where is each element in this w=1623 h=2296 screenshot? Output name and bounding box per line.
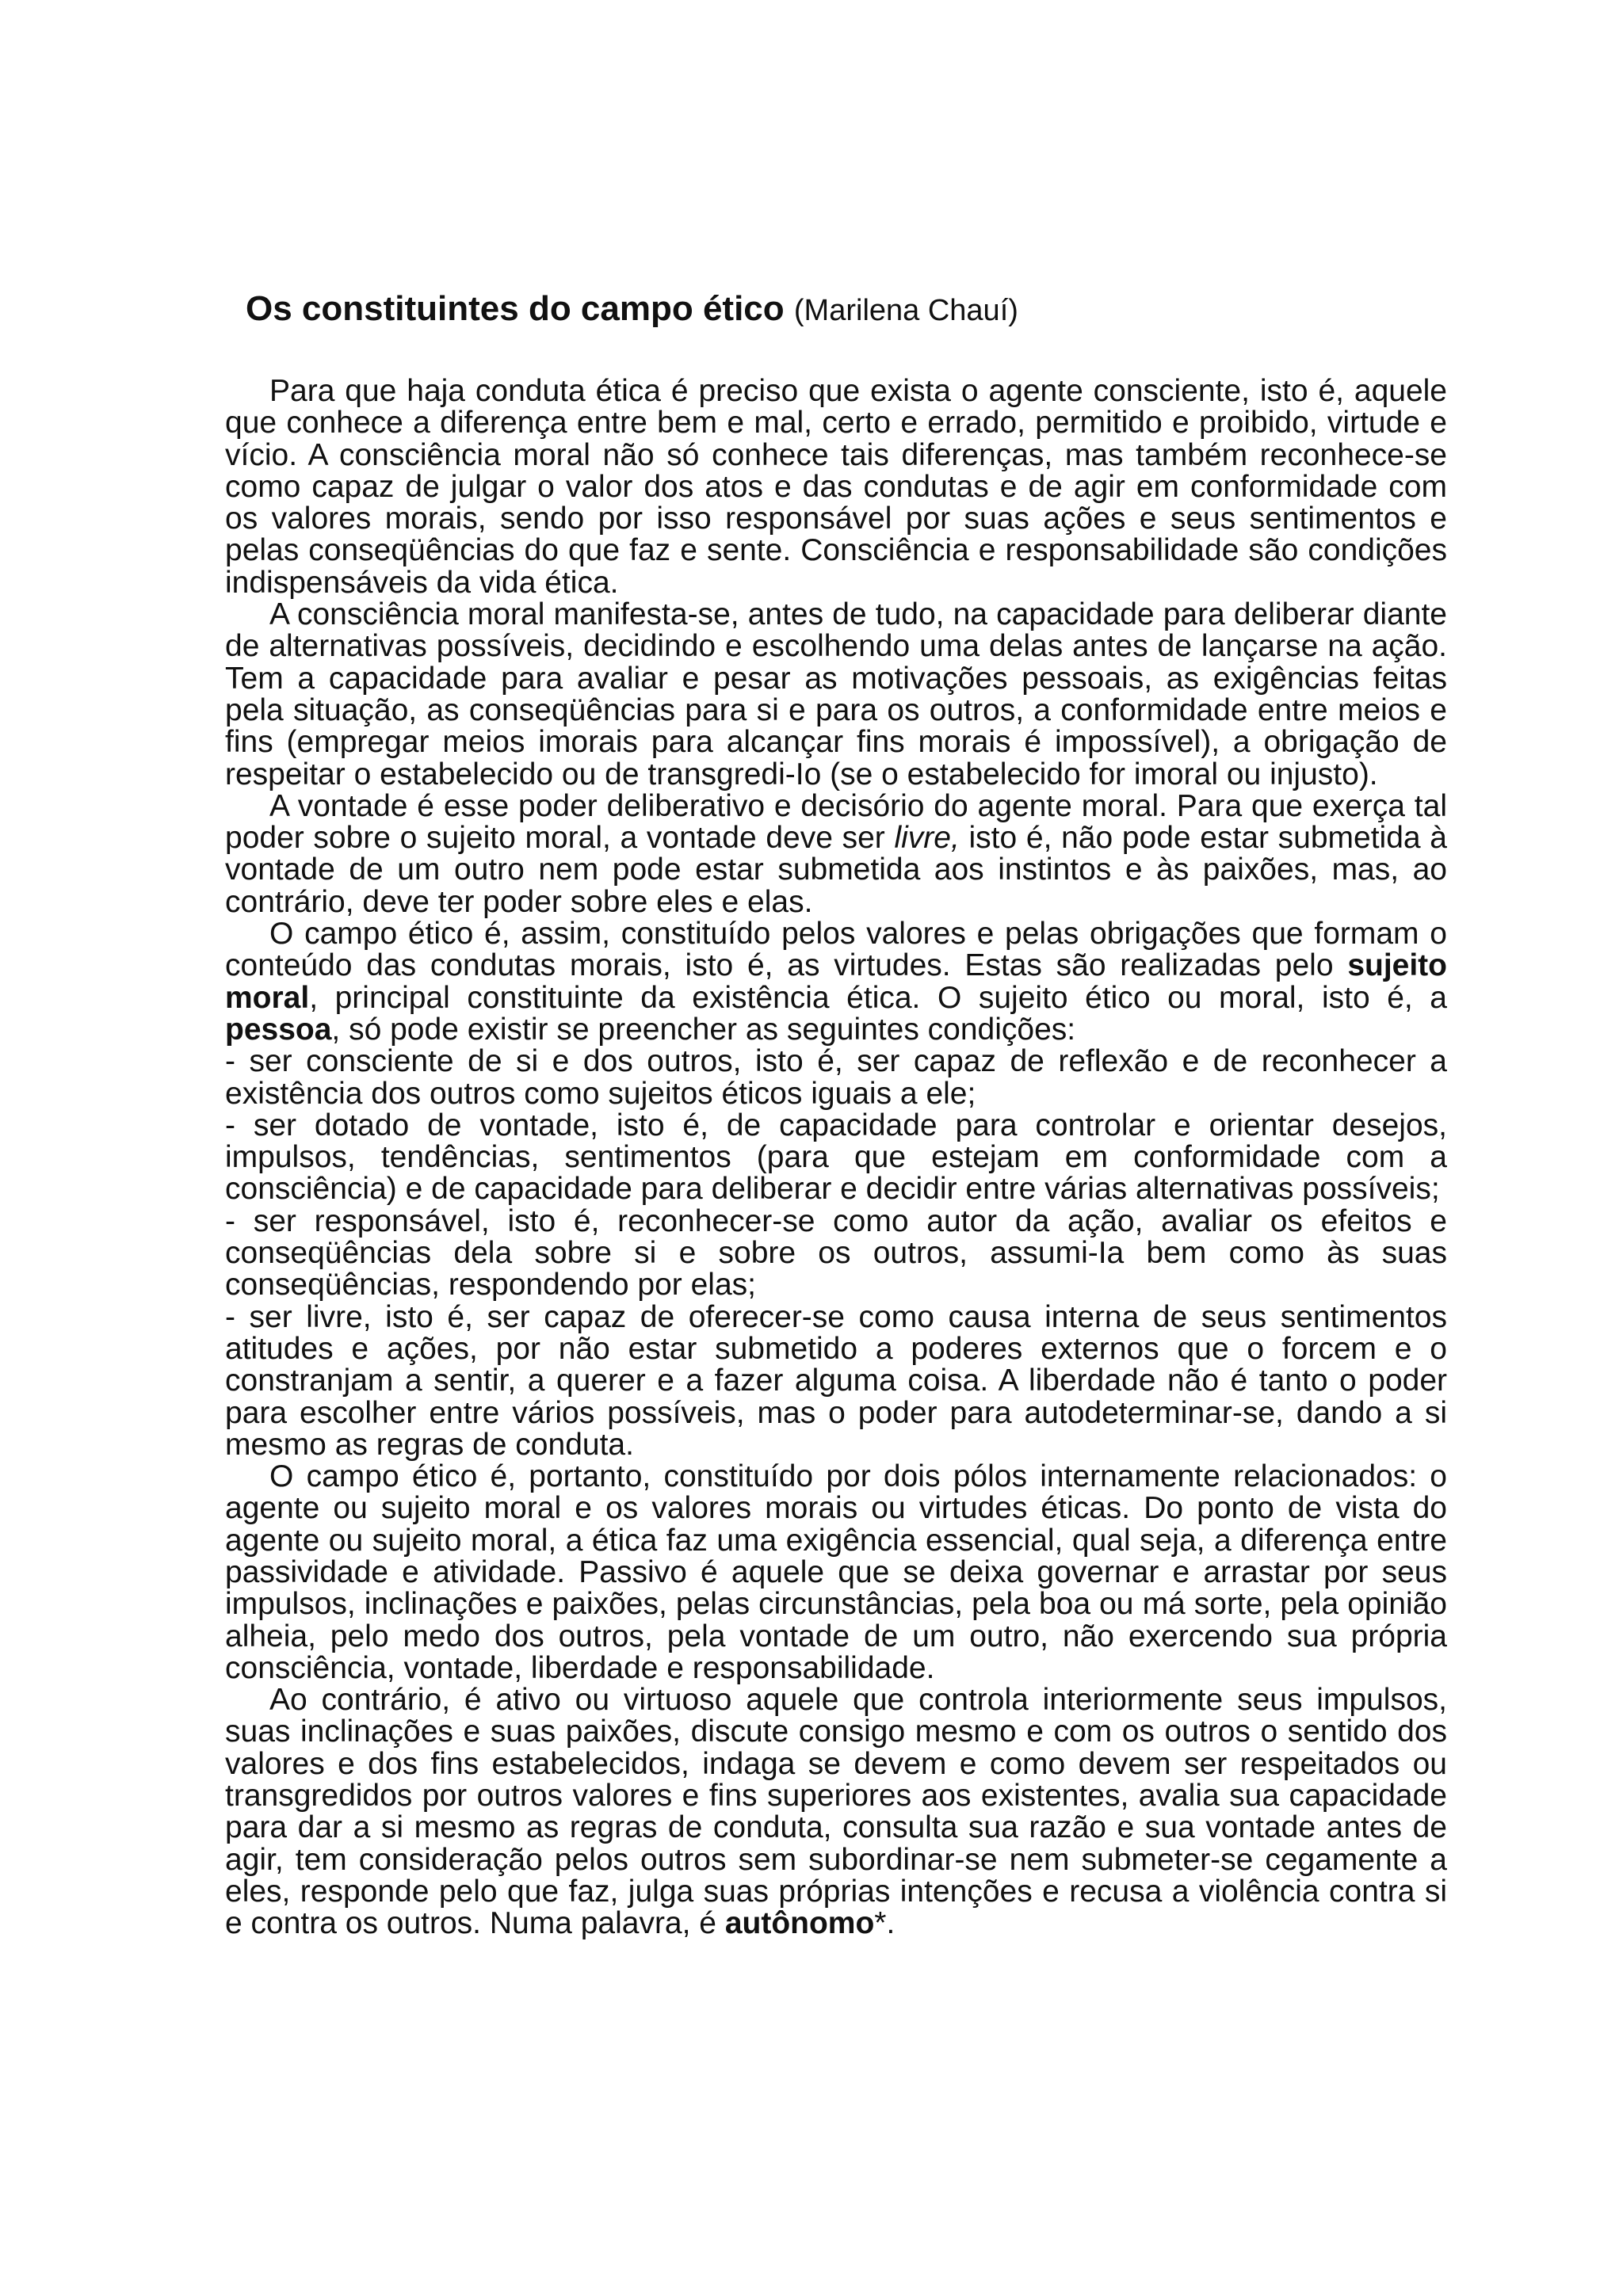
paragraph-3-text-b: isto é, não pode estar submetida à vontade de um outro nem pode estar submetida aos instintos e às paixões, mas, ao contrário, deve ter poder sobre eles e elas.: [225, 821, 1447, 919]
paragraph-3: [225, 788, 1447, 919]
paragraph-1: Para que haja conduta ética é preciso que exista o agente consciente, isto é, aquele que conhece a diferença entre bem e mal, certo e errado, permitido e proibido, virtude e vício. A consciência moral não só conhece tais diferenças, mas também reconhece-se como capaz de julgar o valor dos atos e das condutas e de agir em conformidade com os valores morais, sendo por isso responsável por suas ações e seus sentimentos e pelas conseqüências do que faz e sente. Consciência e responsabilidade são condições indispensáveis da vida ética.: [225, 374, 1447, 600]
condition-item-4: - ser livre, isto é, ser capaz de oferecer-se como causa interna de seus sentimentos atitudes e ações, por não estar submetido a poderes externos que o forcem e o constranjam a sentir, a querer e a fazer alguma coisa. A liberdade não é tanto o poder para escolher entre vários possíveis, mas o poder para autodeterminar-se, dando a si mesmo as regras de conduta.: [225, 1299, 1447, 1462]
title-author: (Marilena Chauí): [793, 294, 1018, 327]
paragraph-4-text-a: O campo ético é, assim, constituído pelos valores e pelas obrigações que formam o conteúdo das condutas morais, isto é, as virtudes. Estas são realizadas pelo: [225, 917, 1447, 983]
document-title: [246, 287, 1018, 333]
paragraph-3-emphasis: livre,: [894, 821, 960, 856]
paragraph-6-text-a: Ao contrário, é ativo ou virtuoso aquele que controla interiormente seus impulsos, suas inclinações e suas paixões, discute consigo mesmo e com os outros o sentido dos valores e dos fins estabelecidos, indaga se devem e como devem ser respeitados ou transgredidos por outros valores e fins superiores aos existentes, avalia sua capacidade para dar a si mesmo as regras de conduta, consulta sua razão e sua vontade antes de agir, tem consideração pelos outros sem subordinar-se nem submeter-se cegamente a eles, responde pelo que faz, julga suas próprias intenções e recusa a violência contra si e contra os outros. Numa palavra, é: [225, 1683, 1447, 1941]
paragraph-2: A consciência moral manifesta-se, antes de tudo, na capacidade para deliberar diante de alternativas possíveis, decidindo e escolhendo uma delas antes de lançarse na ação. Tem a capacidade para avaliar e pesar as motivações pessoais, as exigências feitas pela situação, as conseqüências para si e para os outros, a conformidade entre meios e fins (empregar meios imorais para alcançar fins morais é impossível), a obrigação de respeitar o estabelecido ou de transgredi-Io (se o estabelecido for imoral ou injusto).: [225, 597, 1447, 791]
paragraph-4: [225, 918, 1447, 1046]
paragraph-3-text-a: A vontade é esse poder deliberativo e decisório do agente moral. Para que exerça tal poder sobre o sujeito moral, a vontade deve ser: [225, 788, 1447, 856]
paragraph-6-text-b: *.: [874, 1906, 896, 1941]
condition-item-2: - ser dotado de vontade, isto é, de capacidade para controlar e orientar desejos, impulsos, tendências, sentimentos (para que estejam em conformidade com a consciência) e de capacidade para deliberar e decidir entre várias alternativas possíveis;: [225, 1108, 1447, 1207]
term-autonomo: autônomo: [724, 1906, 875, 1941]
paragraph-6: [225, 1684, 1447, 1939]
paragraph-4-text-c: , só pode existir se preencher as seguintes condições:: [331, 1012, 1076, 1047]
condition-item-3: - ser responsável, isto é, reconhecer-se como autor da ação, avaliar os efeitos e conseqüências dela sobre si e sobre os outros, assumi-Ia bem como às suas conseqüências, respondendo por elas;: [225, 1203, 1447, 1302]
article-body: [225, 376, 1447, 1940]
condition-item-1: - ser consciente de si e dos outros, isto é, ser capaz de reflexão e de reconhecer a existência dos outros como sujeitos éticos iguais a ele;: [225, 1044, 1447, 1111]
term-sujeito-moral: sujeito moral: [225, 948, 1447, 1015]
paragraph-5: O campo ético é, portanto, constituído por dois pólos internamente relacionados: o agente ou sujeito moral e os valores morais ou virtudes éticas. Do ponto de vista do agente ou sujeito moral, a ética faz uma exigência essencial, qual seja, a diferença entre passividade e atividade. Passivo é aquele que se deixa governar e arrastar por seus impulsos, inclinações e paixões, pelas circunstâncias, pela boa ou má sorte, pela opinião alheia, pelo medo dos outros, pela vontade de um outro, não exercendo sua própria consciência, vontade, liberdade e responsabilidade.: [225, 1459, 1447, 1685]
title-main: Os constituintes do campo ético: [246, 289, 785, 328]
term-pessoa: pessoa: [225, 1012, 332, 1047]
paragraph-4-text-b: , principal constituinte da existência ética. O sujeito ético ou moral, isto é, a: [309, 980, 1447, 1015]
